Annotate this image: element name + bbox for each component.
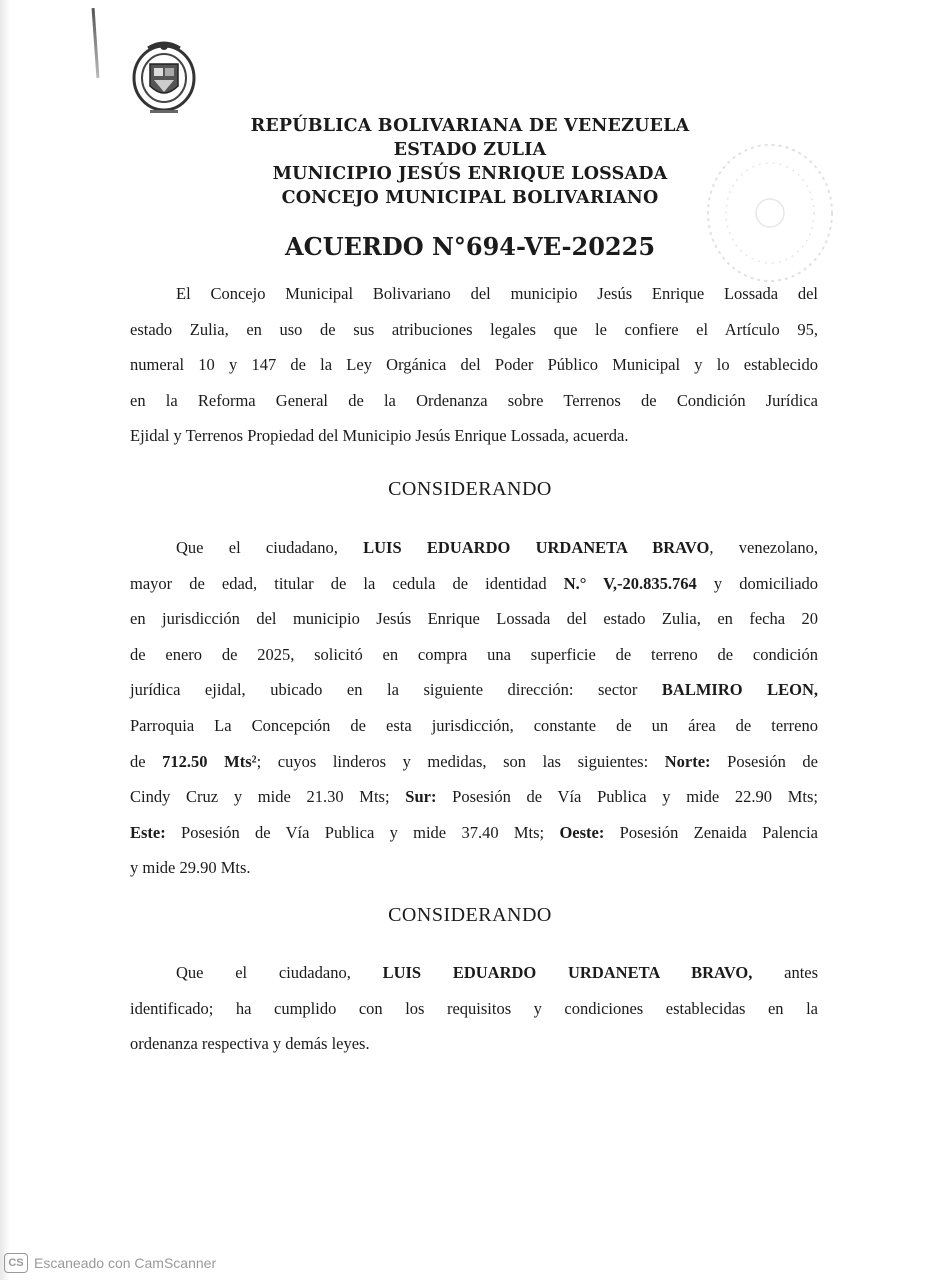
- para2-line: identificado; ha cumplido con los requisitos y condiciones establecidas en la: [130, 998, 818, 1018]
- citizen-name: LUIS EDUARDO URDANETA BRAVO: [363, 538, 710, 557]
- text-run: mayor de edad, titular de la cedula de identidad: [130, 573, 547, 593]
- boundary-label-north: Norte:: [664, 751, 711, 771]
- boundary-label-east: Este:: [130, 822, 166, 842]
- para1-line: en jurisdicción del municipio Jesús Enrique Lossada del estado Zulia, en fecha 20: [130, 609, 818, 629]
- camscanner-logo-icon: CS: [4, 1253, 28, 1273]
- text-run: antes: [752, 963, 819, 982]
- header-state: ESTADO ZULIA: [393, 140, 547, 160]
- camscanner-watermark: [4, 1252, 216, 1274]
- intro-paragraph: [130, 276, 818, 454]
- para1-line: y mide 29.90 Mts.: [130, 858, 251, 878]
- text-run: Que el ciudadano,: [176, 538, 338, 557]
- considerando-paragraph-2: [130, 955, 818, 1062]
- text-run: Posesión de: [710, 751, 818, 771]
- text-run: de: [130, 751, 146, 771]
- para1-line: de enero de 2025, solicitó en compra una superficie de terreno de condición: [130, 644, 818, 664]
- intro-line: en la Reforma General de la Ordenanza sobre Terrenos de Condición Jurídica: [130, 390, 818, 410]
- intro-line: estado Zulia, en uso de sus atribuciones legales que le confiere el Artículo 95,: [130, 319, 818, 339]
- scan-edge-shadow: [0, 0, 10, 1280]
- considerando-paragraph-1: [130, 530, 818, 886]
- text-run: Que el ciudadano,: [176, 963, 351, 982]
- intro-line: numeral 10 y 147 de la Ley Orgánica del Poder Público Municipal y lo establecido: [130, 355, 818, 375]
- municipal-seal-icon: [128, 36, 200, 118]
- considerando-heading-2: CONSIDERANDO: [388, 904, 552, 926]
- text-run: , venezolano,: [709, 538, 819, 557]
- text-run: Posesión Zenaida Palencia: [604, 822, 818, 842]
- text-run: Cindy Cruz y mide 21.30 Mts;: [130, 787, 390, 807]
- text-run: Posesión de Vía Publica y mide 37.40 Mts;: [165, 822, 545, 842]
- para1-line: [130, 672, 818, 708]
- intro-line: Ejidal y Terrenos Propiedad del Municipio Jesús Enrique Lossada, acuerda.: [130, 426, 629, 446]
- header-municipality: MUNICIPIO JESÚS ENRIQUE LOSSADA: [272, 164, 668, 184]
- text-run: y domiciliado: [696, 573, 819, 593]
- citizen-name: LUIS EDUARDO URDANETA BRAVO,: [382, 963, 753, 982]
- document-title: ACUERDO N°694-VE-20225: [284, 232, 656, 261]
- header-country: REPÚBLICA BOLIVARIANA DE VENEZUELA: [250, 116, 690, 136]
- para2-line: ordenanza respectiva y demás leyes.: [130, 1034, 370, 1054]
- land-area: 712.50 Mts²: [162, 751, 257, 771]
- para1-line: [130, 566, 818, 602]
- boundary-label-west: Oeste:: [559, 822, 605, 842]
- pen-mark: [92, 8, 100, 78]
- camscanner-text: Escaneado con CamScanner: [34, 1255, 217, 1271]
- sector-name: BALMIRO LEON,: [661, 680, 818, 700]
- para1-line: [130, 815, 818, 851]
- id-number: N.° V,-20.835.764: [563, 573, 697, 593]
- para1-line: [130, 744, 818, 780]
- considerando-heading-1: CONSIDERANDO: [388, 478, 552, 500]
- boundary-label-south: Sur:: [405, 787, 437, 807]
- para1-line: [130, 530, 818, 566]
- text-run: jurídica ejidal, ubicado en la siguiente dirección: sector: [130, 680, 638, 700]
- document-header: [160, 114, 780, 210]
- text-run: Posesión de Vía Publica y mide 22.90 Mts;: [436, 787, 819, 807]
- para2-line: [130, 955, 818, 991]
- header-council: CONCEJO MUNICIPAL BOLIVARIANO: [281, 188, 659, 208]
- intro-line: El Concejo Municipal Bolivariano del municipio Jesús Enrique Lossada del: [176, 284, 818, 303]
- para1-line: Parroquia La Concepción de esta jurisdicción, constante de un área de terreno: [130, 715, 818, 735]
- text-run: ; cuyos linderos y medidas, son las siguientes:: [256, 751, 649, 771]
- para1-line: [130, 779, 818, 815]
